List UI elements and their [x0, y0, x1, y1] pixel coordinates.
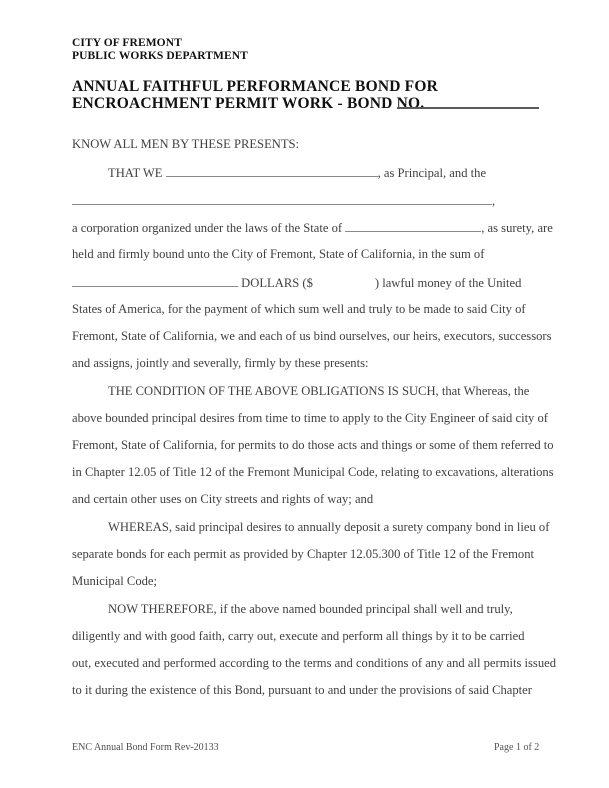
as-surety-label: , as surety, are [481, 221, 553, 235]
department-name: PUBLIC WORKS DEPARTMENT [72, 50, 248, 62]
body-line: above bounded principal desires from time to time to apply to the City Engineer of said city of [72, 411, 548, 425]
surety-name-field[interactable] [72, 193, 492, 205]
as-principal-label: , as Principal, and the [377, 166, 487, 180]
sum-in-words-field[interactable] [72, 275, 238, 287]
corporation-label: a corporation organized under the laws of the State of [72, 221, 343, 235]
body-line: Municipal Code; [72, 574, 157, 588]
bond-number-field[interactable] [397, 107, 539, 109]
principal-name-field[interactable] [166, 165, 378, 177]
page-number: Page 1 of 2 [494, 742, 540, 753]
held-bound-line: held and firmly bound unto the City of Fremont, State of California, in the sum of [72, 247, 485, 261]
document-title-line-2: ENCROACHMENT PERMIT WORK - BOND NO. [72, 95, 425, 112]
principal-line [108, 165, 486, 181]
dollars-label: DOLLARS ($ [241, 276, 313, 290]
comma: , [492, 194, 496, 208]
that-we-label: THAT WE [108, 166, 163, 180]
condition-paragraph-start: THE CONDITION OF THE ABOVE OBLIGATIONS IS SUCH, that Whereas, the [108, 384, 530, 398]
body-line: to it during the existence of this Bond, pursuant to and under the provisions of said Chapter [72, 683, 532, 697]
body-line: in Chapter 12.05 of Title 12 of the Fremont Municipal Code, relating to excavations, alterations [72, 465, 554, 479]
now-therefore-paragraph-start: NOW THEREFORE, if the above named bounded principal shall well and truly, [108, 602, 513, 616]
dollars-line [72, 275, 521, 291]
intro-text: KNOW ALL MEN BY THESE PRESENTS: [72, 137, 300, 151]
body-line: diligently and with good faith, carry out, execute and perform all things by it to be carried [72, 629, 525, 643]
agency-name: CITY OF FREMONT [72, 37, 182, 49]
body-line: and assigns, jointly and severally, firmly by these presents: [72, 356, 369, 370]
whereas-paragraph-start: WHEREAS, said principal desires to annually deposit a surety company bond in lieu of [108, 520, 550, 534]
surety-state-field[interactable] [345, 220, 481, 232]
body-line: and certain other uses on City streets and rights of way; and [72, 492, 374, 506]
body-line: Fremont, State of California, for permits to do those acts and things or some of them referred to [72, 438, 554, 452]
body-line: out, executed and performed according to the terms and conditions of any and all permits issued [72, 656, 557, 670]
lawful-money-label: ) lawful money of the United [374, 276, 522, 290]
body-line: States of America, for the payment of which sum well and truly to be made to said City of [72, 302, 526, 316]
body-line: separate bonds for each permit as provided by Chapter 12.05.300 of Title 12 of the Fremont [72, 547, 535, 561]
body-line: Fremont, State of California, we and each of us bind ourselves, our heirs, executors, successors [72, 329, 552, 343]
document-title-line-1: ANNUAL FAITHFUL PERFORMANCE BOND FOR [72, 78, 439, 95]
corporation-line [72, 220, 553, 236]
surety-name-line [72, 193, 495, 209]
form-id: ENC Annual Bond Form Rev-20133 [72, 742, 219, 753]
